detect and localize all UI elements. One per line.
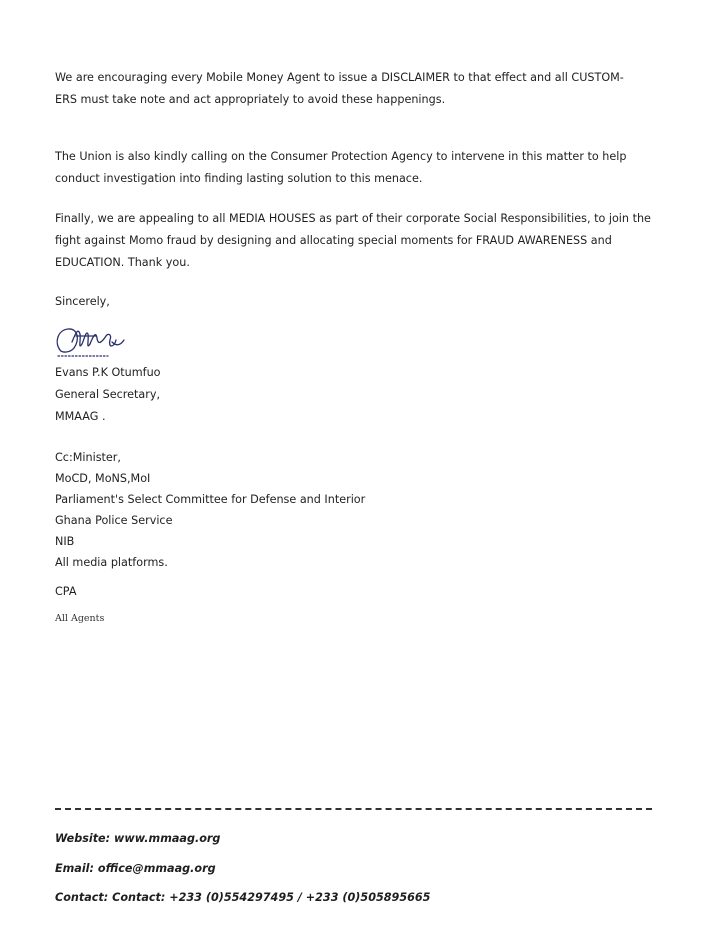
paragraph-media-houses: Finally, we are appealing to all MEDIA HOUSES as part of their corporate Social Responsibilities, to join the fight against Momo fraud by designing and allocating special moments for FRAUD AWARENESS and EDUCATION. Thank you. [55,212,651,269]
cc-line: Ghana Police Service [55,514,173,527]
cc-line: Parliament's Select Committee for Defense and Interior [55,493,366,506]
footer-website: Website: www.mmaag.org [55,832,221,845]
cc-line: MoCD, MoNS,MoI [55,472,151,485]
cc-line: Cc:Minister, [55,451,121,464]
footer-contact: Contact: Contact: +233 (0)554297495 / +233 (0)505895665 [55,891,431,904]
footer-divider [55,808,652,810]
handwritten-signature [50,320,130,364]
signatory-name: Evans P.K Otumfuo [55,366,161,379]
cc-cpa: CPA [55,585,77,598]
footer-email: Email: office@mmaag.org [55,862,216,875]
cc-line: All media platforms. [55,556,168,569]
closing-sincerely: Sincerely, [55,295,110,308]
paragraph-disclaimer-line-2: ERS must take note and act appropriately to avoid these happenings. [55,93,446,106]
paragraph-disclaimer-line-1: We are encouraging every Mobile Money Agent to issue a DISCLAIMER to that effect and all CUSTOM- [55,71,624,84]
cc-all-agents: All Agents [55,613,105,624]
signatory-org: MMAAG . [55,410,106,423]
paragraph-consumer-protection: The Union is also kindly calling on the Consumer Protection Agency to intervene in this matter to help conduct investigation into finding lasting solution to this menace. [55,150,627,185]
cc-line: NIB [55,535,75,548]
signatory-title: General Secretary, [55,388,161,401]
